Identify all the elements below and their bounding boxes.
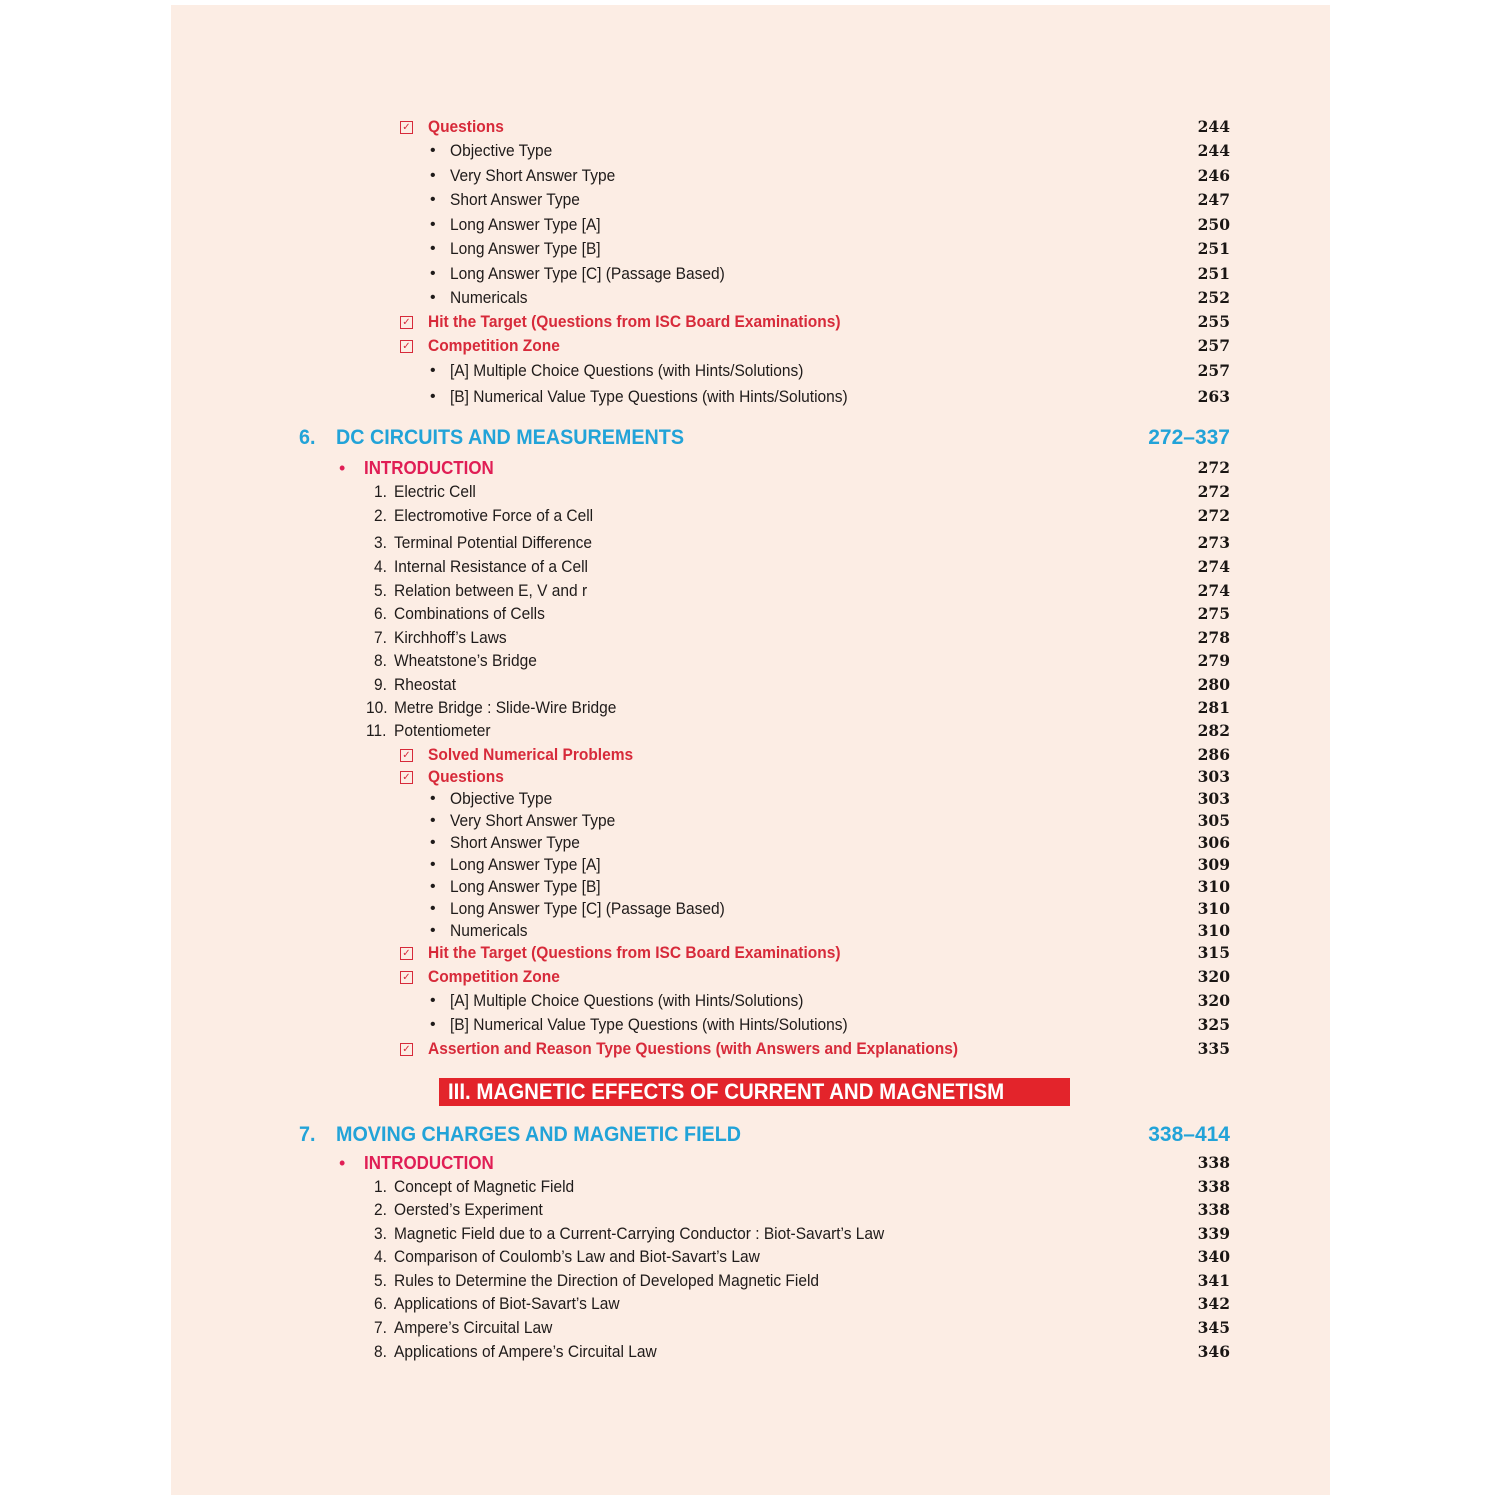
entry-label: Rules to Determine the Direction of Developed Magnetic Field [394, 1272, 820, 1290]
page-number: 305 [1197, 811, 1230, 830]
page-number: 310 [1197, 899, 1230, 918]
entry-label: Hit the Target (Questions from ISC Board Examinations) [428, 944, 841, 962]
page-number: 286 [1197, 745, 1230, 764]
toc-subentry[interactable] [171, 898, 1330, 920]
page-number: 257 [1197, 336, 1230, 355]
toc-topic[interactable] [171, 1199, 1330, 1221]
entry-label: Numericals [450, 289, 528, 307]
page-number: 282 [1197, 721, 1230, 740]
toc-subentry[interactable] [171, 920, 1330, 942]
entry-label: Comparison of Coulomb’s Law and Biot-Savart’s Law [394, 1248, 760, 1266]
page-number: 251 [1197, 239, 1230, 258]
toc-page [171, 5, 1330, 1495]
bullet-icon: • [430, 922, 436, 939]
bullet-icon: • [430, 900, 436, 917]
entry-label: Long Answer Type [B] [450, 878, 601, 896]
entry-label: [B] Numerical Value Type Questions (with Hints/Solutions) [450, 1016, 848, 1034]
toc-topic[interactable] [171, 505, 1330, 527]
chapter-title: DC CIRCUITS AND MEASUREMENTS [336, 426, 685, 449]
bullet-icon: • [430, 265, 436, 282]
unit-banner-title: III. MAGNETIC EFFECTS OF CURRENT AND MAGNETISM [448, 1079, 1005, 1104]
page-number: 257 [1197, 361, 1230, 380]
entry-label: Relation between E, V and r [394, 582, 588, 600]
entry-label: Solved Numerical Problems [428, 746, 634, 764]
bullet-icon: • [430, 388, 436, 405]
entry-label: Short Answer Type [450, 834, 580, 852]
chapter-heading-6[interactable] [171, 427, 1330, 449]
toc-topic[interactable] [171, 603, 1330, 625]
page-number: 281 [1197, 698, 1230, 717]
page-number: 342 [1197, 1294, 1230, 1313]
toc-topic[interactable] [171, 1176, 1330, 1198]
entry-label: Magnetic Field due to a Current-Carrying Conductor : Biot-Savart’s Law [394, 1225, 885, 1243]
checked-box-icon: ✓ [400, 121, 413, 134]
toc-topic[interactable] [171, 481, 1330, 503]
page-number: 279 [1197, 651, 1230, 670]
entry-label: INTRODUCTION [364, 458, 494, 478]
page-number: 338 [1197, 1177, 1230, 1196]
page-number: 246 [1197, 166, 1230, 185]
entry-label: Long Answer Type [B] [450, 240, 601, 258]
entry-label: Concept of Magnetic Field [394, 1178, 575, 1196]
chapter-title: MOVING CHARGES AND MAGNETIC FIELD [336, 1123, 742, 1146]
page-number: 303 [1197, 767, 1230, 786]
toc-topic[interactable] [171, 627, 1330, 649]
page-number: 339 [1197, 1224, 1230, 1243]
page-number: 315 [1197, 943, 1230, 962]
entry-label: Long Answer Type [C] (Passage Based) [450, 900, 725, 918]
topic-number: 9. [374, 676, 387, 694]
topic-number: 8. [374, 1343, 387, 1361]
topic-number: 11. [366, 722, 387, 740]
toc-entry-solved-problems[interactable] [171, 744, 1330, 766]
page-number: 310 [1197, 921, 1230, 940]
entry-label: Electromotive Force of a Cell [394, 507, 594, 525]
page-number: 303 [1197, 789, 1230, 808]
entry-label: [B] Numerical Value Type Questions (with Hints/Solutions) [450, 388, 848, 406]
entry-label: INTRODUCTION [364, 1153, 494, 1173]
toc-topic[interactable] [171, 697, 1330, 719]
toc-topic[interactable] [171, 674, 1330, 696]
entry-label: Long Answer Type [C] (Passage Based) [450, 265, 725, 283]
topic-number: 5. [374, 1272, 387, 1290]
topic-number: 4. [374, 558, 387, 576]
topic-number: 2. [374, 507, 387, 525]
topic-number: 2. [374, 1201, 387, 1219]
page-number: 335 [1197, 1039, 1230, 1058]
toc-subentry[interactable] [171, 189, 1330, 211]
topic-number: 4. [374, 1248, 387, 1266]
toc-subentry[interactable] [171, 832, 1330, 854]
bullet-icon: • [430, 240, 436, 257]
page-number: 255 [1197, 312, 1230, 331]
page-number: 244 [1197, 141, 1230, 160]
checked-box-icon: ✓ [400, 340, 413, 353]
page-number: 251 [1197, 264, 1230, 283]
entry-label: Hit the Target (Questions from ISC Board Examinations) [428, 313, 841, 331]
entry-label: Combinations of Cells [394, 605, 545, 623]
page-number: 272 [1197, 506, 1230, 525]
toc-topic[interactable] [171, 556, 1330, 578]
entry-label: Very Short Answer Type [450, 167, 616, 185]
bullet-icon: • [430, 992, 436, 1009]
bullet-icon: • [430, 856, 436, 873]
entry-label: Short Answer Type [450, 191, 580, 209]
page-number: 338 [1197, 1153, 1230, 1172]
checked-box-icon: ✓ [400, 316, 413, 329]
toc-subentry[interactable] [171, 810, 1330, 832]
toc-subentry[interactable] [171, 854, 1330, 876]
page-number: 272 [1197, 458, 1230, 477]
toc-subentry[interactable] [171, 140, 1330, 162]
page-number: 244 [1197, 117, 1230, 136]
toc-subentry[interactable] [171, 360, 1330, 382]
bullet-icon: • [430, 289, 436, 306]
entry-label: Oersted’s Experiment [394, 1201, 543, 1219]
toc-subentry[interactable] [171, 165, 1330, 187]
toc-entry-hit-target[interactable] [171, 311, 1330, 333]
page-number: 320 [1197, 967, 1230, 986]
page-number: 310 [1197, 877, 1230, 896]
toc-topic[interactable] [171, 532, 1330, 554]
toc-subentry[interactable] [171, 990, 1330, 1012]
page-number: 346 [1197, 1342, 1230, 1361]
entry-label: Terminal Potential Difference [394, 534, 593, 552]
entry-label: Electric Cell [394, 483, 476, 501]
entry-label: Objective Type [450, 142, 553, 160]
entry-label: Long Answer Type [A] [450, 216, 601, 234]
page-number: 320 [1197, 991, 1230, 1010]
topic-number: 1. [374, 1178, 387, 1196]
page-number: 274 [1197, 581, 1230, 600]
page-number: 325 [1197, 1015, 1230, 1034]
toc-subentry[interactable] [171, 876, 1330, 898]
topic-number: 7. [374, 1319, 387, 1337]
toc-entry-assertion-reason[interactable] [171, 1038, 1330, 1060]
toc-subentry[interactable] [171, 238, 1330, 260]
bullet-icon: • [430, 362, 436, 379]
toc-entry-introduction[interactable] [171, 1152, 1330, 1174]
page-number: 341 [1197, 1271, 1230, 1290]
page-number: 278 [1197, 628, 1230, 647]
topic-number: 10. [366, 699, 388, 717]
unit-banner [439, 1078, 1070, 1106]
page-number: 338–414 [1148, 1123, 1230, 1146]
topic-number: 5. [374, 582, 387, 600]
bullet-icon: • [430, 878, 436, 895]
toc-topic[interactable] [171, 1341, 1330, 1363]
checked-box-icon: ✓ [400, 971, 413, 984]
page-number: 247 [1197, 190, 1230, 209]
toc-entry-hit-target[interactable] [171, 942, 1330, 964]
toc-topic[interactable] [171, 580, 1330, 602]
chapter-heading-7[interactable] [171, 1124, 1330, 1146]
topic-number: 8. [374, 652, 387, 670]
toc-topic[interactable] [171, 720, 1330, 742]
page-number: 272 [1197, 482, 1230, 501]
toc-entry-competition-zone[interactable] [171, 966, 1330, 988]
bullet-icon: • [430, 834, 436, 851]
entry-label: Competition Zone [428, 337, 560, 355]
page-number: 345 [1197, 1318, 1230, 1337]
toc-topic[interactable] [171, 1223, 1330, 1245]
page-number: 274 [1197, 557, 1230, 576]
entry-label: Kirchhoff’s Laws [394, 629, 507, 647]
toc-topic[interactable] [171, 1293, 1330, 1315]
bullet-icon: • [430, 167, 436, 184]
topic-number: 3. [374, 534, 387, 552]
page-number: 280 [1197, 675, 1230, 694]
chapter-number: 6. [299, 426, 316, 449]
entry-label: Long Answer Type [A] [450, 856, 601, 874]
topic-number: 7. [374, 629, 387, 647]
page-number: 252 [1197, 288, 1230, 307]
entry-label: Applications of Ampere’s Circuital Law [394, 1343, 657, 1361]
checked-box-icon: ✓ [400, 749, 413, 762]
topic-number: 6. [374, 1295, 387, 1313]
toc-entry-introduction[interactable] [171, 457, 1330, 479]
entry-label: Metre Bridge : Slide-Wire Bridge [394, 699, 617, 717]
entry-label: Very Short Answer Type [450, 812, 616, 830]
topic-number: 6. [374, 605, 387, 623]
bullet-icon: • [430, 191, 436, 208]
bullet-icon: • [430, 142, 436, 159]
bullet-icon: • [339, 458, 346, 478]
toc-subentry[interactable] [171, 386, 1330, 408]
page-number: 275 [1197, 604, 1230, 623]
toc-subentry[interactable] [171, 788, 1330, 810]
bullet-icon: • [430, 1016, 436, 1033]
page-number: 272–337 [1148, 426, 1230, 449]
entry-label: Questions [428, 768, 504, 786]
toc-topic[interactable] [171, 1317, 1330, 1339]
bullet-icon: • [339, 1153, 346, 1173]
checked-box-icon: ✓ [400, 1043, 413, 1056]
entry-label: Numericals [450, 922, 528, 940]
page-number: 306 [1197, 833, 1230, 852]
entry-label: Rheostat [394, 676, 457, 694]
bullet-icon: • [430, 216, 436, 233]
toc-entry-competition-zone[interactable] [171, 335, 1330, 357]
entry-label: Objective Type [450, 790, 553, 808]
checked-box-icon: ✓ [400, 771, 413, 784]
toc-entry-questions[interactable] [171, 116, 1330, 138]
page-number: 273 [1197, 533, 1230, 552]
entry-label: Competition Zone [428, 968, 560, 986]
entry-label: Applications of Biot-Savart’s Law [394, 1295, 620, 1313]
entry-label: Potentiometer [394, 722, 491, 740]
toc-topic[interactable] [171, 1246, 1330, 1268]
toc-subentry[interactable] [171, 1014, 1330, 1036]
bullet-icon: • [430, 790, 436, 807]
toc-subentry[interactable] [171, 263, 1330, 285]
checked-box-icon: ✓ [400, 947, 413, 960]
entry-label: [A] Multiple Choice Questions (with Hints/Solutions) [450, 362, 804, 380]
page-number: 338 [1197, 1200, 1230, 1219]
page-number: 263 [1197, 387, 1230, 406]
chapter-number: 7. [299, 1123, 316, 1146]
bullet-icon: • [430, 812, 436, 829]
toc-entry-questions[interactable] [171, 766, 1330, 788]
page-number: 309 [1197, 855, 1230, 874]
entry-label: Questions [428, 118, 504, 136]
toc-subentry[interactable] [171, 287, 1330, 309]
toc-subentry[interactable] [171, 214, 1330, 236]
entry-label: Wheatstone’s Bridge [394, 652, 537, 670]
entry-label: Internal Resistance of a Cell [394, 558, 588, 576]
entry-label: Assertion and Reason Type Questions (with Answers and Explanations) [428, 1040, 959, 1058]
entry-label: Ampere’s Circuital Law [394, 1319, 553, 1337]
topic-number: 1. [374, 483, 387, 501]
topic-number: 3. [374, 1225, 387, 1243]
entry-label: [A] Multiple Choice Questions (with Hints/Solutions) [450, 992, 804, 1010]
toc-topic[interactable] [171, 1270, 1330, 1292]
page-number: 250 [1197, 215, 1230, 234]
toc-topic[interactable] [171, 650, 1330, 672]
page-number: 340 [1197, 1247, 1230, 1266]
